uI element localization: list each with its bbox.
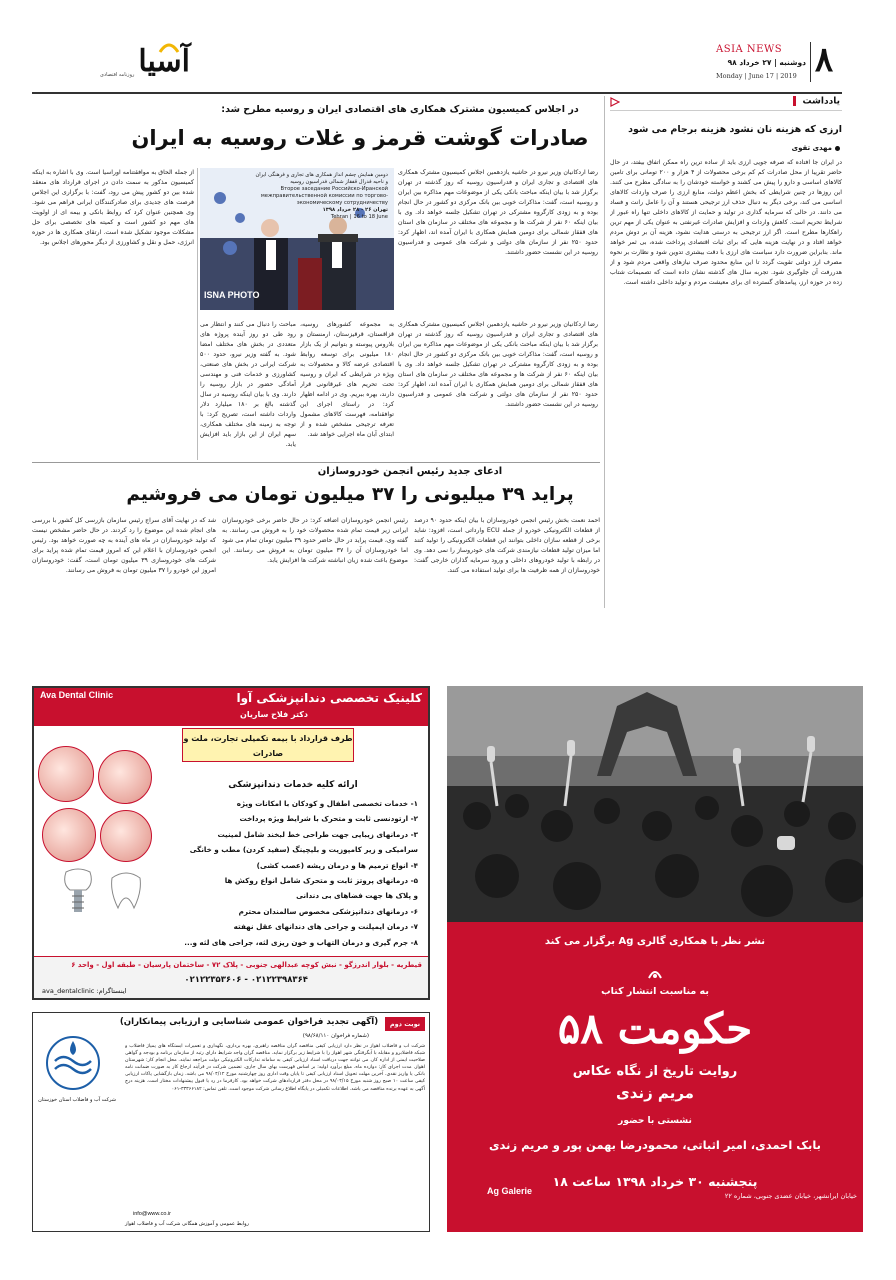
service-item: ۵- درمانهای پروتز ثابت و متحرک شامل انواع روکش ها xyxy=(224,876,418,886)
persian-date: دوشنبه | ۲۷ خرداد ۹۸ xyxy=(727,58,806,67)
dental-insurance-ribbon: طرف قرارداد با بیمه تکمیلی تجارت، ملت و صادرات xyxy=(182,728,354,762)
photo-date: تهران ۲۶ - ۲۸ خرداد ۱۳۹۸ xyxy=(322,207,388,213)
main-story-column-right-lower: رضا اردکانیان وزیر نیرو در حاشیه یازدهمین اجلاس کمیسیون مشترک همکاری های اقتصادی و تجاری ایران و فدراسیون روسیه که روز گذشته در تهران برگزار شد با بیان اینکه مباحث بانکی یکی از موضوعات مهم مذاکره بین ایران و روسیه است، گفت: مذاکرات خوبی بین بانک مرکزی دو کشور در حال انجام بوده و به زودی کارگروه مشترکی در تهران تشکیل جلسه خواهد داد. وی با بیان اینکه ۶۰ نفر از شرکت ها و مجموعه های مختلف در سازمان های استان های قفقاز شمالی برای دومین همایش همکاری با ایران آمده اند، اظهار کرد: حدود ۲۵۰ نفر از سازمان های دولتی و شرکت های عمومی و فدراسیون روسیه در این نشست حضور داشتند. xyxy=(398,321,598,408)
dental-instagram[interactable]: اینستاگرام: ava_dentalclinic xyxy=(42,987,127,995)
note-rule xyxy=(610,110,842,111)
service-item: سرامیکی و زیر کامپوزیت و بلیچینگ (سفید کردن) مطب و خانگی xyxy=(189,845,418,855)
main-story-column-left: از جمله الحاق به موافقتنامه اوراسیا است. وی با اشاره به اینکه کمیسیون مذکور به سمت دادن در اجرای قرارداد های منعقد شده بین دو کشور پیش می رود، گفت: با برگزاری این اجلاس فرصت های جدیدی برای صادرکنندگان ایرانی فراهم می شود. وی همچنین عنوان کرد که روابط بانکی و بیمه ای از اولویت های مهم دو کشور است و کمیته های تخصصی برای حل مشکلات موجود تشکیل شده است. ارتقای همکاری ها در حوزه انرژی، حمل و نقل و کشاورزی از دیگر محورهای اجلاس بود. xyxy=(32,169,194,246)
dental-clinic-ad[interactable] xyxy=(32,686,430,1000)
asia-news-label: ASIA NEWS xyxy=(716,44,783,55)
book-title: حکومت ۵۸ xyxy=(557,1004,753,1053)
exhibition-subtitle: روایت تاریخ از نگاه عکاس xyxy=(572,1064,738,1079)
note-author: مهدی تقوی xyxy=(700,144,840,152)
service-item: ۷- درمان ایمپلنت و جراحی های دندانهای عقل نهفته xyxy=(233,922,418,932)
publisher-mark-icon xyxy=(647,966,663,980)
exhibition-date: پنجشنبه ۳۰ خرداد ۱۳۹۸ ساعت ۱۸ xyxy=(552,1174,758,1189)
author-bullet-icon xyxy=(835,146,840,151)
main-story-headline[interactable]: صادرات گوشت قرمز و غلات روسیه به ایران xyxy=(131,126,589,150)
sub-story-kicker: ادعای جدید رئیس انجمن خودروسازان xyxy=(317,466,503,477)
tooth-icon xyxy=(108,870,144,910)
service-item: و پلاک ها جهت فضاهای بی دندانی xyxy=(296,891,418,901)
header-rule xyxy=(32,92,842,94)
gallery-logo: Ag Galerie xyxy=(487,1186,533,1196)
logo-text: آسیا xyxy=(138,44,190,79)
exhibition-gallery-line: نشر نظر با همکاری گالری Ag برگزار می کند xyxy=(544,936,766,947)
dental-doctor: دکتر فلاح ساریان xyxy=(240,710,308,719)
sub-story-column-3: شد که در نهایت آقای سراج رئیس سازمان بازرسی کل کشور با بررسی های انجام شده این موضوع را رد کردند. در حال حاضر مشخص نیست که تولید خودروسازان در ماه های آینده به چه صورت خواهد بود. رئیس انجمن خودروسازان با اعلام این که امروز قیمت تمام شده پراید برای شرکت های خودروسازی ۳۹ میلیون تومان است، گفت: خودروسازان امروز این خودرو را ۳۷ میلیون تومان به فروش می رسانند. xyxy=(32,517,216,574)
logo-subtitle: روزنامه اقتصادی xyxy=(100,72,135,78)
dental-address: قیطریه - بلوار اندرزگو - نبش کوچه عبدالهی جنوبی - پلاک ۷۲ - ساختمان پارسیان - طبقه اول - واحد ۶ xyxy=(71,961,422,969)
column-divider xyxy=(604,96,605,608)
patient-photo xyxy=(42,808,96,862)
photo-caption-fa: دومین همایش چشم انداز همکاری های تجاری و فرهنگی ایران و ناحیه فدرال قفقاز شمالی فدراسیون روسیه xyxy=(255,172,388,185)
implant-icon xyxy=(58,868,98,916)
exhibition-occasion: به مناسبت انتشار کتاب xyxy=(601,986,709,997)
service-item: ۲- ارتودنسی ثابت و متحرک با شرایط ویژه پرداخت xyxy=(239,814,418,824)
service-item: ۳- درمانهای زیبایی جهت طراحی خط لبخند شامل لمینیت xyxy=(217,829,418,839)
service-item: ۱- خدمات تخصصی اطفال و کودکان با امکانات ویژه xyxy=(236,799,418,808)
section-rule xyxy=(32,462,600,463)
tender-number: (شماره فراخوان ۹۸/۶۸/۱۱۰) xyxy=(302,1033,369,1039)
tender-signature: روابط عمومی و آموزش همگانی شرکت آب و فاضلاب اهواز xyxy=(125,1221,249,1227)
tender-title: (آگهی تجدید فراخوان عمومی شناسایی و ارزیابی پیمانکاران) xyxy=(119,1017,379,1027)
tender-badge: نوبت دوم xyxy=(385,1017,425,1031)
dental-footer xyxy=(34,956,428,1000)
revolution-crowd-photo xyxy=(447,686,863,922)
tender-organization: شرکت آب و فاضلاب استان خوزستان xyxy=(38,1097,116,1103)
photo-caption xyxy=(252,172,388,221)
exhibition-presence: نشستی با حضور xyxy=(618,1116,692,1126)
service-item: ۴- انواع ترمیم ها و درمان ریشه (عصب کشی) xyxy=(256,860,418,870)
main-story-kicker: در اجلاس کمیسیون مشترک همکاری های اقتصادی ایران و روسیه مطرح شد: xyxy=(221,104,579,115)
play-arrow-icon xyxy=(610,97,620,107)
photo-date-en: Tehran | 16 to 18 June xyxy=(330,214,388,220)
note-label-marker xyxy=(793,96,796,106)
main-story-column-left-mid: مباحث را دنبال می کنند و انتظار می رود طی دو روز آینده پروژه های متعددی در بخش های مختلف امضا شود. به گفته وزیر نیرو، حدود ۵۰۰ شرکت ایرانی در بخش های صنعتی، کشاورزی و خدمات فنی و مهندسی آمادگی حضور در بازار روسیه را دارند. وی با بیان اینکه روسیه در سال گذشته بالغ بر ۱۸۰ میلیارد دلار واردات داشته است، تصریح کرد: با توجه به زمینه های مختلف همکاری، سهم ایران از این بازار باید افزایش یابد. xyxy=(200,321,296,448)
dental-phones[interactable]: ۰۲۱۲۲۳۹۸۳۶۴ - ۰۲۱۲۲۳۵۳۶۰۶ xyxy=(184,975,308,985)
sub-story-column-2: رئیس انجمن خودروسازان اضافه کرد: در حال حاضر برخی خودروسازان ایرانی زیر قیمت تمام شده محصولات خود را به فروش می رسانند. به گفته وی، قیمت پراید در حال حاضر حدود ۳۹ میلیون تومان تمام می شود اما خودروسازان آن را ۳۷ میلیون تومان به فروش می رسانند. این موضوع باعث شده زیان انباشته شرکت ها افزایش یابد. xyxy=(222,517,408,564)
dental-name-fa: کلینیک تخصصی دندانپزشکی آوا xyxy=(236,691,422,705)
exhibition-venue: خیابان ایرانشهر، خیابان عضدی جنوبی، شماره ۲۲ xyxy=(724,1192,857,1200)
dental-banner xyxy=(34,688,428,726)
english-date: Monday | June 17 | 2019 xyxy=(716,72,797,80)
main-story-column-right: رضا اردکانیان وزیر نیرو در حاشیه یازدهمین اجلاس کمیسیون مشترک همکاری های اقتصادی و تجاری ایران و فدراسیون روسیه که روز گذشته در تهران برگزار شد با بیان اینکه مباحث بانکی یکی از موضوعات مهم مذاکره بین ایران و روسیه است، گفت: مذاکرات خوبی بین بانک مرکزی دو کشور در حال انجام بوده و به زودی کارگروه مشترکی در تهران تشکیل جلسه خواهد داد. وی با بیان اینکه ۶۰ نفر از شرکت ها و مجموعه های مختلف در سازمان های استان های قفقاز شمالی برای دومین همایش همکاری با ایران آمده اند، اظهار کرد: حدود ۲۵۰ نفر از سازمان های دولتی و شرکت های عمومی و فدراسیون روسیه در این نشست حضور داشتند. xyxy=(398,169,598,256)
smile-photo xyxy=(100,810,152,862)
note-section-label: یادداشت xyxy=(690,96,840,107)
teeth-photo xyxy=(98,750,152,804)
smile-photo xyxy=(38,746,94,802)
main-story-column-mid: به مجموعه کشورهای روسیه، قزاقستان، قرقیزستان، ارمنستان و بلاروس پیوسته و بتوانیم از یک بازار ۱۸۰ میلیونی برای توسعه روابط اقتصادی عرضه کالا و محصولات به ویژه در شرایطی که ایران و روسیه تحت تحریم های غیرقانونی قرار دارند، بهره ببریم. وی در ادامه اظهار کرد: در راستای اجرای این توافقنامه، فهرست کالاهای مشمول تعرفه ترجیحی مشخص شده و از ابتدای آبان ماه اجرایی خواهد شد. xyxy=(300,321,394,438)
note-title[interactable]: ارزی که هزینه نان نشود هزینه برجام می شود xyxy=(628,124,842,135)
water-company-logo-icon xyxy=(43,1033,103,1093)
tender-body: شرکت آب و فاضلاب اهواز در نظر دارد ارزیابی کیفی مناقصه گران مناقصه راهبری، بهره برداری، نگهداری و تعمیرات ایستگاه های پمپاژ فاضلاب و شبکه فاضلابرو و مقابله با آبگرفتگی شهر اهواز را با شرایط زیر برگزار نماید. مناقصه گران واجد شرایط دارای رتبه از سازمان برنامه و بودجه و گواهی صلاحیت ایمنی از اداره کار، می توانند جهت دریافت اسناد ارزیابی کیفی به سامانه تدارکات الکترونیکی دولت مراجعه نمایند. محل انجام کار: شهرستان اهواز. مدت اجرای کار: دوازده ماه. مبلغ برآورد اولیه: بر اساس فهرست بهای سال جاری. تضمین شرکت در فرآیند ارجاع کار به صورت ضمانت نامه بانکی یا واریز نقدی. آخرین مهلت تحویل اسناد ارزیابی کیفی تا پایان وقت اداری روز چهارشنبه مورخ ۹۸/۰۴/۱۲ می باشد. زمان بازگشایی پاکات ارزیابی کیفی ساعت ۱۰ صبح روز شنبه مورخ ۹۸/۰۴/۱۵ در محل دفتر قراردادهای شرکت خواهد بود. کارفرما در رد یا قبول پیشنهادات مختار است. هزینه درج آگهی به عهده برنده مناقصه می باشد. اطلاعات تکمیلی در پایگاه اطلاع رسانی شرکت موجود است. تلفن تماس: ۳۳۳۶۶۱۸۲-۰۶۱ xyxy=(125,1044,425,1092)
photo-caption-ru: Второе заседание Российско-Иранской межправительственной комиссии по торгово-экономическому сотрудничеству xyxy=(260,186,388,206)
sub-story-headline[interactable]: پراید ۳۹ میلیونی را ۳۷ میلیون تومان می فروشیم xyxy=(126,484,574,505)
exhibition-speakers: بابک احمدی، امیر اثباتی، محمودرضا بهمن پور و مریم زندی xyxy=(488,1138,822,1152)
dental-photos xyxy=(38,746,158,916)
exhibition-ad[interactable] xyxy=(447,686,863,1232)
service-item: ۸- جرم گیری و درمان التهاب و خون ریزی لثه، جراحی های لثه و... xyxy=(184,937,418,947)
sub-story-column-1: احمد نعمت بخش رئیس انجمن خودروسازان با بیان اینکه حدود ۹۰ درصد از قطعات الکترونیکی خودرو از جمله ECU وارداتی است، افزود: شاید برخی از قطعه سازان داخلی بتوانند این قطعات الکترونیکی را تولید کنند اما میزان تولید قطعات نیازمندی شرکت های خودروساز را نمی دهد. وی در رابطه با تولید خودروهای داخلی و ورود سرمایه گذاران خارجی گفت: خودروسازان از همه ظرفیت ها برای تولید استفاده می کنند. xyxy=(414,517,600,574)
azadi-tower-scene xyxy=(447,686,863,922)
page-number: ۸ xyxy=(814,40,834,80)
service-item: ۶- درمانهای دندانپزشکی مخصوص سالمندان محترم xyxy=(238,906,418,916)
photographer-name: مریم زندی xyxy=(616,1084,694,1102)
logo[interactable] xyxy=(100,44,190,84)
column-divider xyxy=(197,168,198,460)
dental-services-title: ارائه کلیه خدمات دندانپزشکی xyxy=(228,780,358,790)
logo-mark-icon xyxy=(158,40,180,54)
dental-services-list xyxy=(162,796,418,950)
tender-website[interactable]: info@www.co.ir xyxy=(133,1211,171,1217)
dental-name-en: Ava Dental Clinic xyxy=(40,690,114,700)
photo-credit: ISNA PHOTO xyxy=(204,290,260,300)
header-divider xyxy=(810,42,811,82)
note-body: در ایران جا افتاده که صرفه جویی ارزی باید از ساده ترین راه ممکن اتفاق بیفتد، در حال حاضر تقریبا از محل صادرات کم کم برخی محصولات از ۴ هزار و ۲۰۰ تومانی برای تامین کالاهای اساسی و دارو را پیش می کشند و خواسته خودشان را به سادگی مطرح می کنند. این روزها در چنین شرایطی که بخش اعظم دولت، منابع ارزی را صرف واردات کالاهای اساسی می کند، برخی دیگر به دنبال حذف ارز ترجیحی هستند و آن را عامل رانت و فساد می دانند. در حالی که سرمایه گذاری در تولید و حمایت از کالاهای داخلی تنها راه عبور از شرایط تحریم است. کاهش واردات و افزایش صادرات غیرنفتی به عنوان یکی از مهم ترین راهکارها مطرح است. اگر ارز ترجیحی به درستی هدایت نشود، هزینه آن بر دوش مردم خواهد افتاد و در نهایت هزینه هایی که برای ثبات اقتصادی پرداخت شده، بی ثمر خواهد ماند. بنابراین ضرورت دارد سیاست های ارزی با دقت بیشتری تدوین شود و نظارت بر نحوه مصرف ارز دولتی تقویت گردد تا این منابع محدود صرف نیازهای واقعی مردم شود و از هدررفت آن جلوگیری شود. تجربه سال های گذشته نشان داده است که تصمیمات شتاب زده در حوزه ارز، پیامدهای گسترده ای برای معیشت مردم و تولید داخلی داشته است. xyxy=(610,159,842,286)
tender-ad[interactable] xyxy=(32,1012,430,1232)
